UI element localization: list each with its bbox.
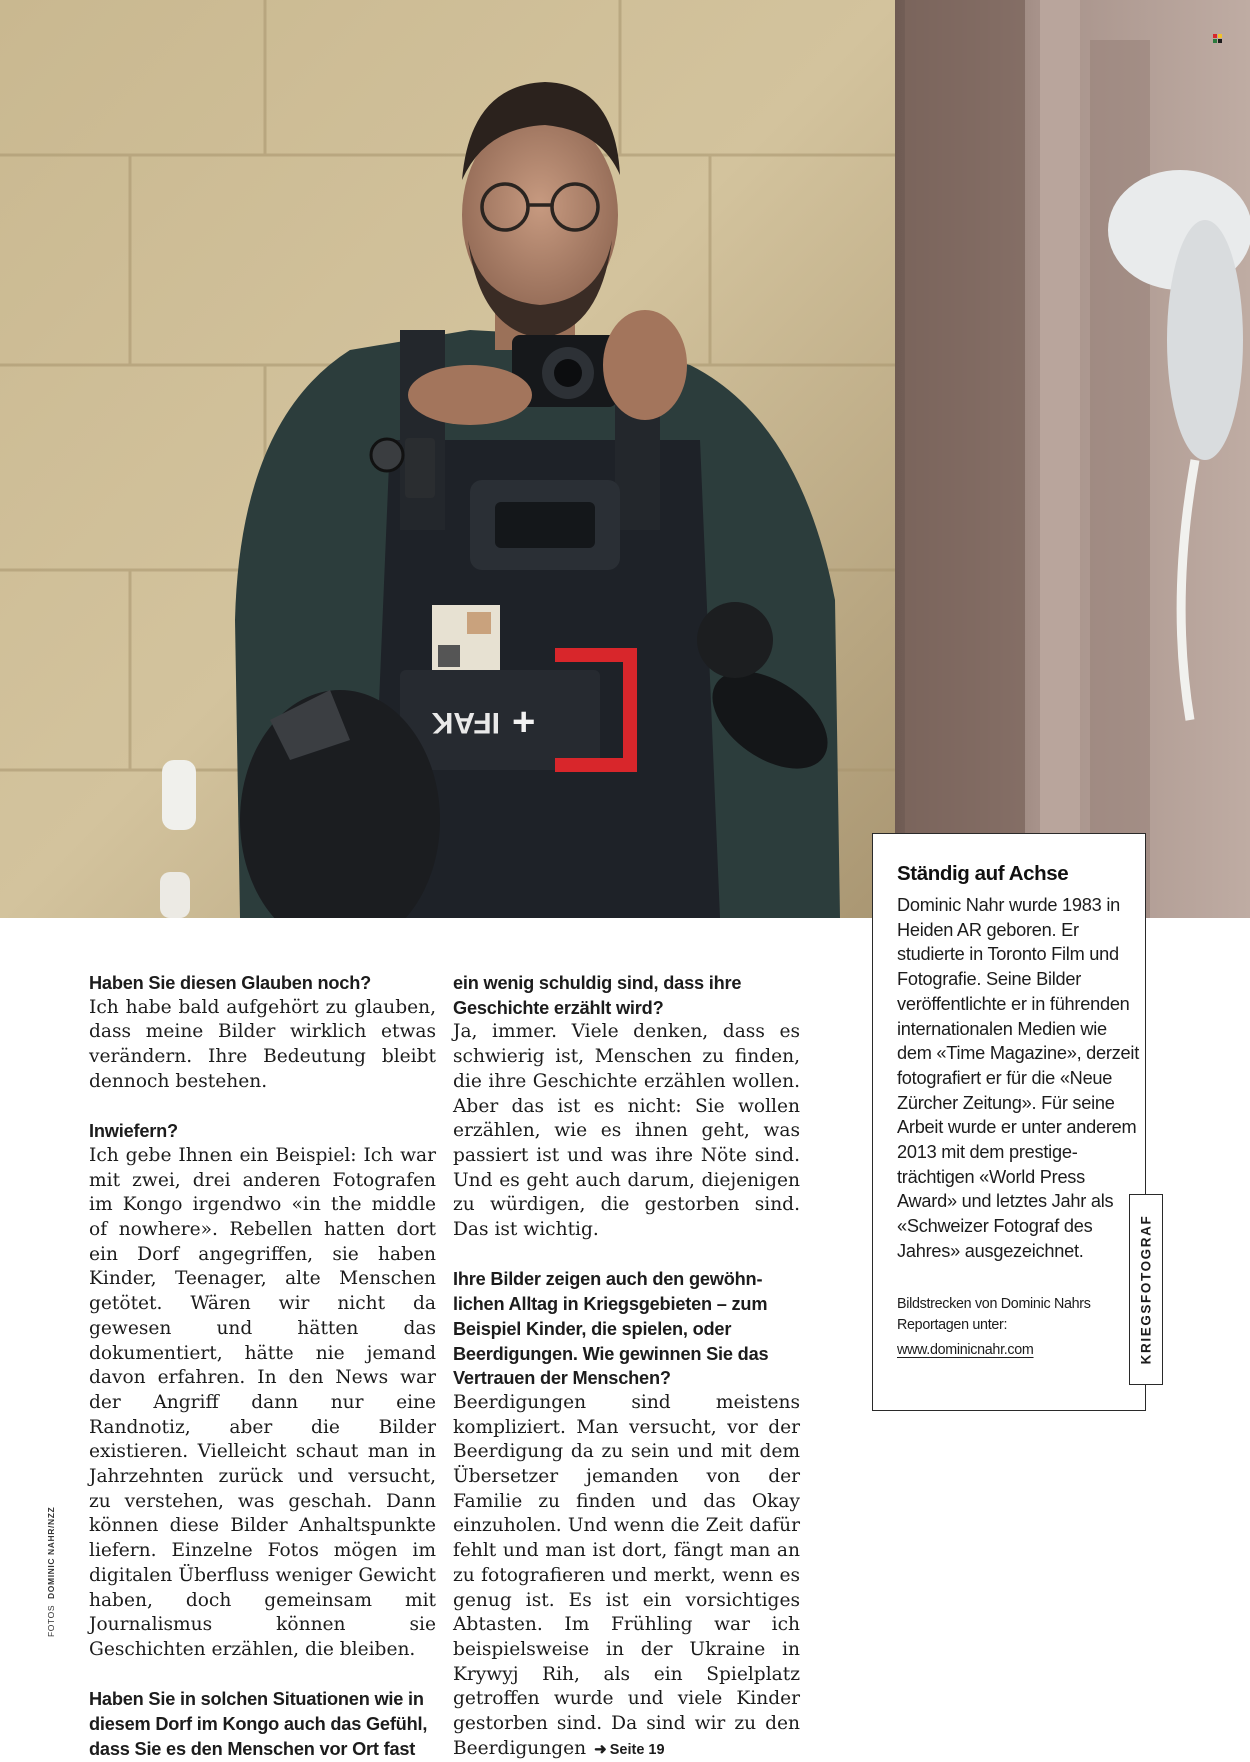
- article-column-middle: [453, 971, 800, 1762]
- vest-patch-text: IFAK: [431, 706, 500, 739]
- answer-text: Beerdigungen sind meistens kompliziert. Man versucht, vor der Beerdigung da zu sein und mit dem Übersetzer jemanden von der Familie zu finden und das Okay einzuholen. Und wenn die Zeit dafür fehlt und man ist dort, fängt man an zu fotografieren und merkt, wenn es genug ist. Es ist ein vorsichtiges Abtasten. Im Frühling war ich beispielsweise in der Ukraine in Krywyj Rih, als ein Spielplatz getroffen wurde und viele Kinder gestorben sind. Da sind wir zu den Beerdigungen: [453, 1391, 800, 1759]
- continue-to-page-link[interactable]: [594, 1742, 664, 1758]
- question-heading: Inwiefern?: [89, 1121, 178, 1142]
- vest-cross-icon: +: [512, 700, 536, 744]
- sidebar-bio: Dominic Nahr wurde 1983 in Heiden AR geboren. Er studierte in Toronto Film und Fotografie. Seine Bilder veröffentlichte er in führenden internationalen Medien wie dem «Time Magazine», derzeit fotografiert er für die «Neue Zürcher Zeitung». Für seine Arbeit wurde er unter anderem 2013 mit dem prestigeträchtigen «World Press Award» und letztes Jahr als «Schweizer Fotograf des Jahres» ausgezeichnet.: [897, 895, 1140, 1261]
- photo-credit-prefix: FOTOS: [46, 1604, 56, 1637]
- section-tab: [1129, 1194, 1163, 1385]
- question-heading: Haben Sie diesen Glauben noch?: [89, 973, 372, 993]
- corner-color-mark: [1213, 34, 1222, 43]
- continue-label: Seite 19: [609, 1741, 665, 1758]
- bio-sidebar-box: [872, 833, 1146, 1411]
- section-tab-label: KRIEGSFOTOGRAF: [1138, 1214, 1154, 1365]
- answer-paragraph: Ich habe bald aufgehört zu glauben, dass meine Bilder wirklich etwas verändern. Ihre Bedeutung bleibt dennoch bestehen.: [89, 996, 436, 1092]
- question-heading: Haben Sie in solchen Situationen wie in diesem Dorf im Kongo auch das Gefühl, dass Sie es den Menschen vor Ort fast: [89, 1689, 428, 1759]
- answer-paragraph: Ja, immer. Viele denken, dass es schwierig ist, Menschen zu finden, die ihre Geschichte erzählen wollen. Aber das ist es nicht: Sie wollen erzählen, wie es ihnen geht, was passiert ist und was ihre Nöte sind. Und es geht auch darum, diejenigen zu würdigen, die gestorben sind. Das ist wichtig.: [453, 1021, 800, 1241]
- photo-credit-name: DOMINIC NAHR/NZZ: [46, 1506, 56, 1599]
- answer-paragraph-last: [453, 1391, 800, 1762]
- photo-credit: [46, 1507, 56, 1637]
- sidebar-title: Ständig auf Achse: [897, 862, 1069, 885]
- sidebar-note: Bildstrecken von Dominic Nahrs Reportagen unter:: [897, 1295, 1091, 1333]
- article-column-left: [89, 971, 436, 1761]
- website-link[interactable]: www.dominicnahr.com: [897, 1341, 1034, 1358]
- answer-paragraph: Ich gebe Ihnen ein Beispiel: Ich war mit zwei, drei anderen Fotografen im Kongo irgendwo «in the middle of nowhere». Rebellen hatten dort ein Dorf angegriffen, sie haben Kinder, Teenager, alte Menschen getötet. Wären wir nicht da gewesen und hätten das dokumentiert, hätte nie jemand davon erfahren. In den News war der Angriff dann nur eine Randnotiz, aber die Bilder existieren. Vielleicht schaut man in Jahrzehnten zurück und versucht, zu verstehen, was geschah. Dann können diese Bilder Anhaltspunkte liefern. Einzelne Fotos mögen im digitalen Überfluss weniger Gewicht haben, doch gemeinsam mit Journalismus können sie Geschichten erzählen, die bleiben.: [89, 1144, 436, 1660]
- question-heading-continued: ein wenig schuldig sind, dass ihre Geschichte erzählt wird?: [453, 973, 742, 1018]
- question-heading: Ihre Bilder zeigen auch den gewöhnlichen Alltag in Kriegsgebieten – zum Beispiel Kinder, die spielen, oder Beerdigungen. Wie gewinnen Sie das Vertrauen der Menschen?: [453, 1269, 769, 1389]
- arrow-right-icon: ➜: [594, 1740, 607, 1758]
